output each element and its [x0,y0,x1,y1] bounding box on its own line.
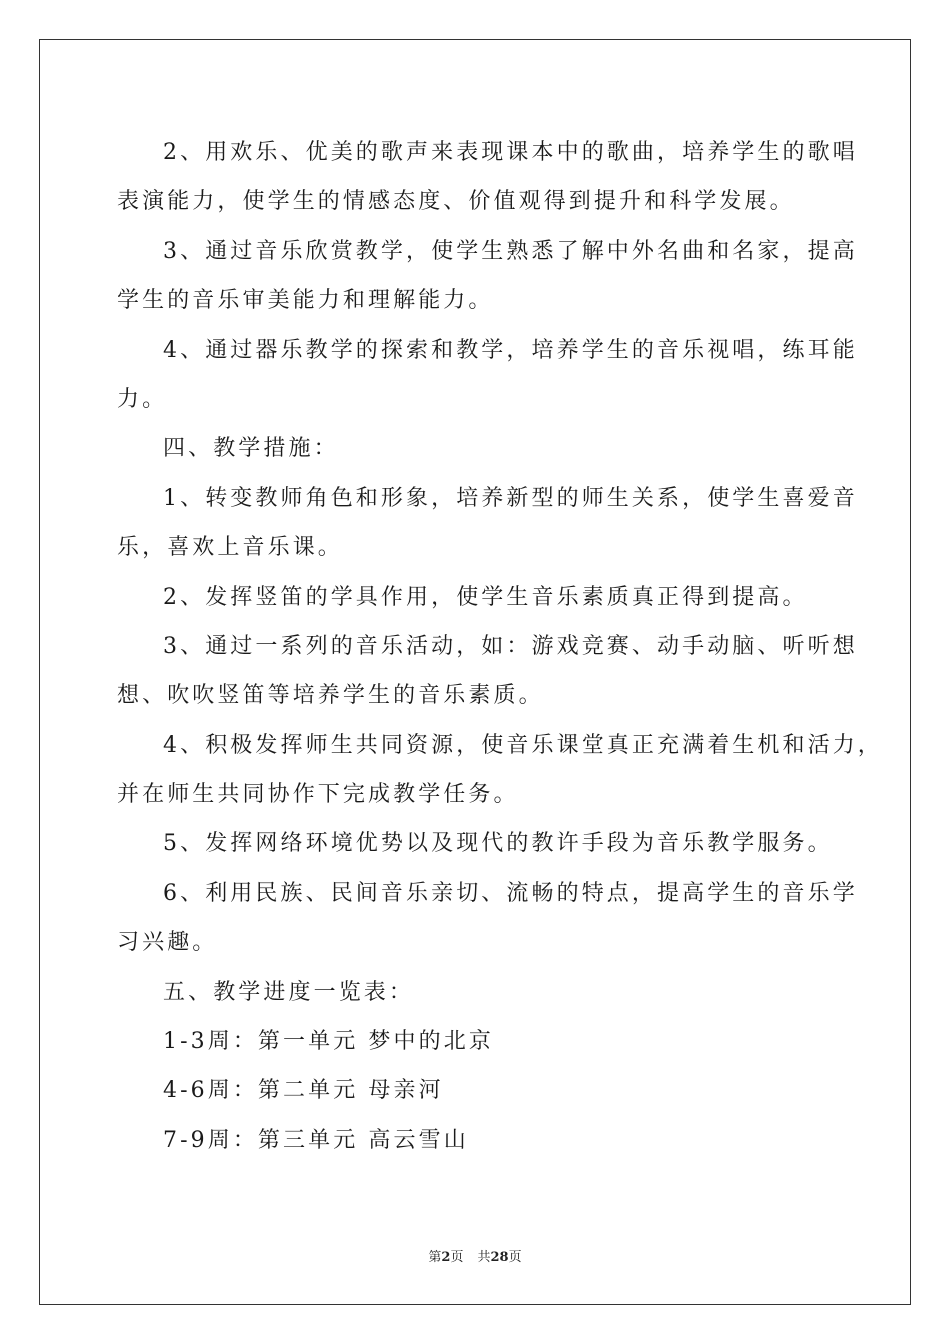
document-body [117,128,883,1165]
total-suffix: 页 [508,1250,522,1265]
page-footer [0,1246,950,1265]
text-line: 2、发挥竖笛的学具作用，使学生音乐素质真正得到提高。 [163,584,808,610]
text-line: 4、积极发挥师生共同资源，使音乐课堂真正充满着生机和活力， [163,732,883,758]
text-line: 3、通过音乐欣赏教学，使学生熟悉了解中外名曲和名家，提高 [163,238,858,264]
total-pages: 28 [490,1250,509,1265]
page-number: 2 [441,1250,451,1265]
section-heading: 五、教学进度一览表： [163,979,415,1005]
text-line: 4、通过器乐教学的探索和教学，培养学生的音乐视唱，练耳能 [163,337,858,363]
text-line: 力。 [117,386,168,412]
page-suffix: 页 [450,1250,464,1265]
schedule-item: 1-3周：第一单元 梦中的北京 [163,1029,494,1055]
page-prefix: 第 [428,1250,442,1265]
text-line: 表演能力，使学生的情感态度、价值观得到提升和科学发展。 [117,189,795,215]
text-line: 习兴趣。 [117,930,218,956]
text-line: 1、转变教师角色和形象，培养新型的师生关系，使学生喜爱音 [163,485,858,511]
text-line: 3、通过一系列的音乐活动，如：游戏竞赛、动手动脑、听听想 [163,633,858,659]
text-line: 5、发挥网络环境优势以及现代的教许手段为音乐教学服务。 [163,831,833,857]
schedule-item: 7-9周：第三单元 高云雪山 [163,1127,469,1153]
text-line: 6、利用民族、民间音乐亲切、流畅的特点，提高学生的音乐学 [163,880,858,906]
text-line: 并在师生共同协作下完成教学任务。 [117,782,519,808]
text-line: 学生的音乐审美能力和理解能力。 [117,288,494,314]
total-prefix: 共 [477,1250,491,1265]
section-heading: 四、教学措施： [163,436,339,462]
text-line: 想、吹吹竖笛等培养学生的音乐素质。 [117,683,544,709]
text-line: 2、用欢乐、优美的歌声来表现课本中的歌曲，培养学生的歌唱 [163,140,858,165]
text-line: 乐，喜欢上音乐课。 [117,535,343,561]
schedule-item: 4-6周：第二单元 母亲河 [163,1078,444,1104]
